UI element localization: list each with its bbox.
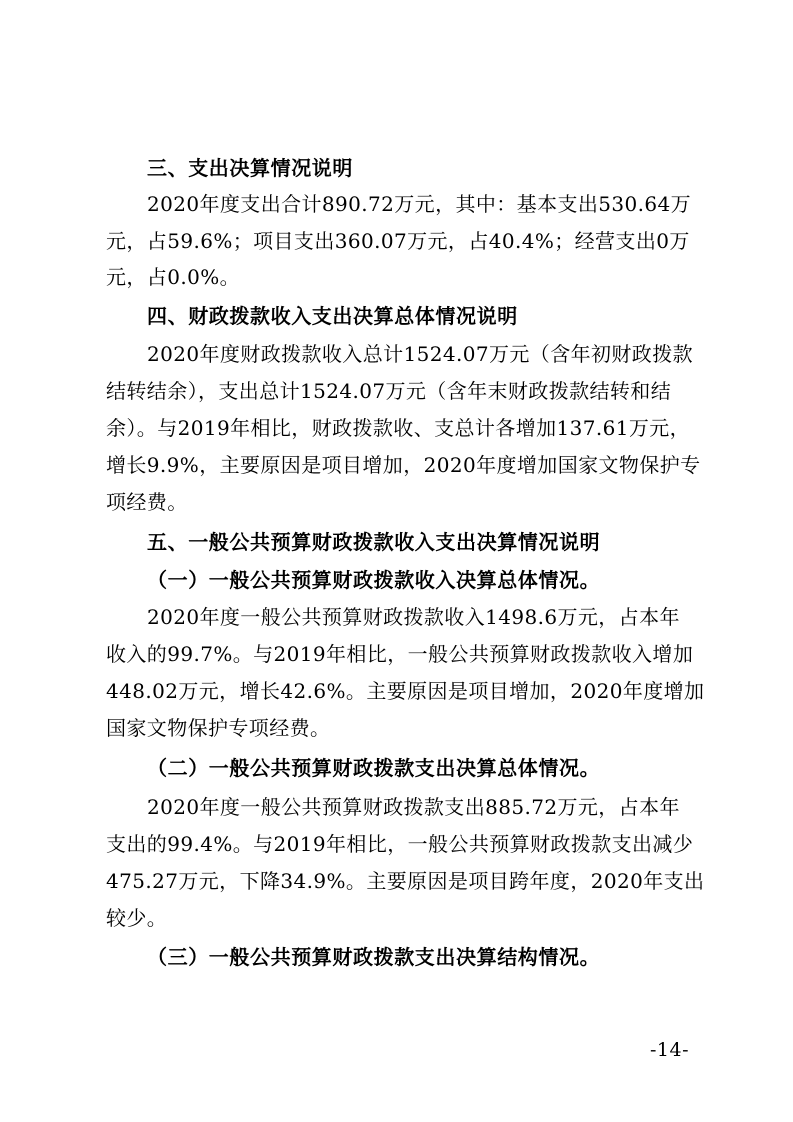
section-heading: （二）一般公共预算财政拨款支出决算总体情况。 [147, 756, 601, 780]
section-heading: （一）一般公共预算财政拨款收入决算总体情况。 [147, 568, 601, 592]
section-heading: 三、支出决算情况说明 [147, 156, 353, 180]
paragraph-line: 元，占59.6%；项目支出360.07万元，占40.4%；经营支出0万 [106, 229, 690, 253]
paragraph-line: 元，占0.0%。 [106, 265, 241, 289]
paragraph-line: 较少。 [106, 906, 168, 930]
paragraph-line: 支出的99.4%。与2019年相比，一般公共预算财政拨款支出减少 [106, 832, 694, 856]
paragraph-line: 448.02万元，增长42.6%。主要原因是项目增加，2020年度增加 [106, 679, 705, 703]
paragraph-line: 国家文物保护专项经费。 [106, 716, 331, 740]
paragraph-line: 475.27万元，下降34.9%。主要原因是项目跨年度，2020年支出 [106, 869, 705, 893]
paragraph-line: 2020年度一般公共预算财政拨款支出885.72万元，占本年 [147, 795, 680, 819]
section-heading: 五、一般公共预算财政拨款收入支出决算情况说明 [147, 530, 601, 554]
paragraph-line: 余）。与2019年相比，财政拨款收、支总计各增加137.61万元， [106, 416, 691, 440]
page-number: -14- [649, 1039, 689, 1061]
paragraph-line: 增长9.9%，主要原因是项目增加，2020年度增加国家文物保护专 [106, 453, 701, 477]
paragraph-line: 2020年度一般公共预算财政拨款收入1498.6万元，占本年 [147, 605, 680, 629]
paragraph-line: 项经费。 [106, 490, 188, 514]
paragraph-line: 收入的99.7%。与2019年相比，一般公共预算财政拨款收入增加 [106, 642, 694, 666]
section-heading: （三）一般公共预算财政拨款支出决算结构情况。 [147, 945, 601, 969]
paragraph-line: 2020年度支出合计890.72万元，其中：基本支出530.64万 [147, 192, 692, 216]
paragraph-line: 2020年度财政拨款收入总计1524.07万元（含年初财政拨款 [147, 342, 694, 366]
paragraph-line: 结转结余），支出总计1524.07万元（含年末财政拨款结转和结 [106, 379, 672, 403]
section-heading: 四、财政拨款收入支出决算总体情况说明 [147, 304, 518, 328]
